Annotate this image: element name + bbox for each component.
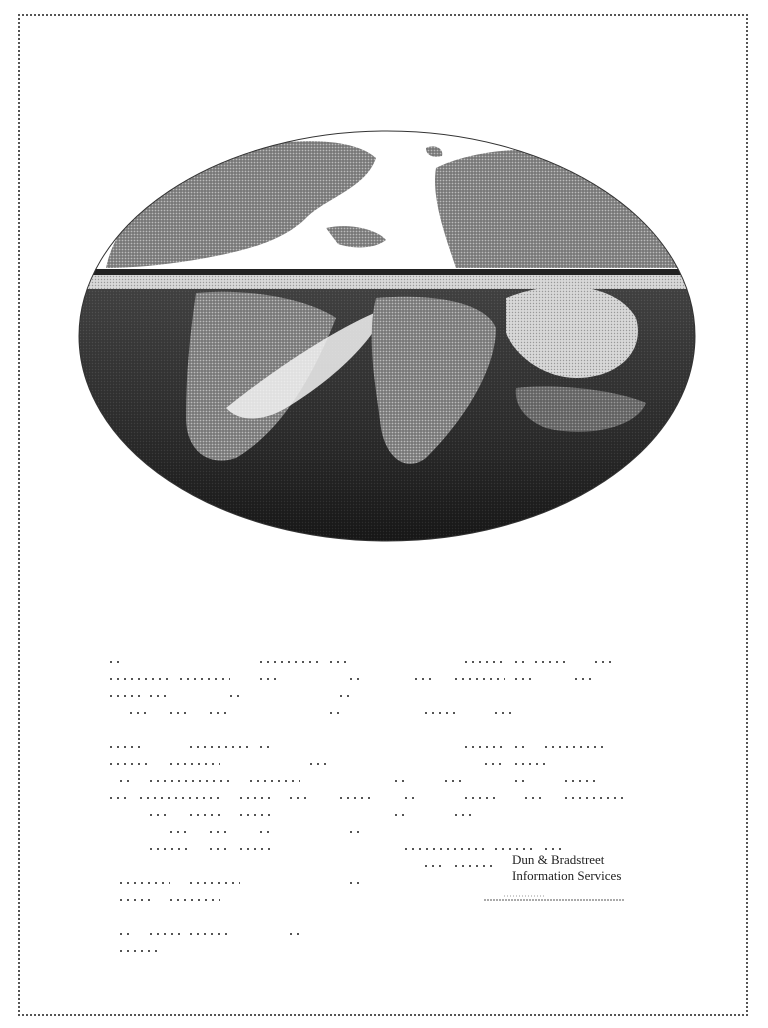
company-division: Information Services (512, 868, 622, 883)
company-signature (512, 852, 672, 884)
signature-underline (484, 894, 624, 904)
globe-illustration (76, 128, 698, 544)
company-name: Dun & Bradstreet (512, 852, 605, 867)
body-text-right-column (395, 654, 665, 881)
body-text-left-column (110, 654, 390, 966)
globe-icon (76, 128, 698, 544)
